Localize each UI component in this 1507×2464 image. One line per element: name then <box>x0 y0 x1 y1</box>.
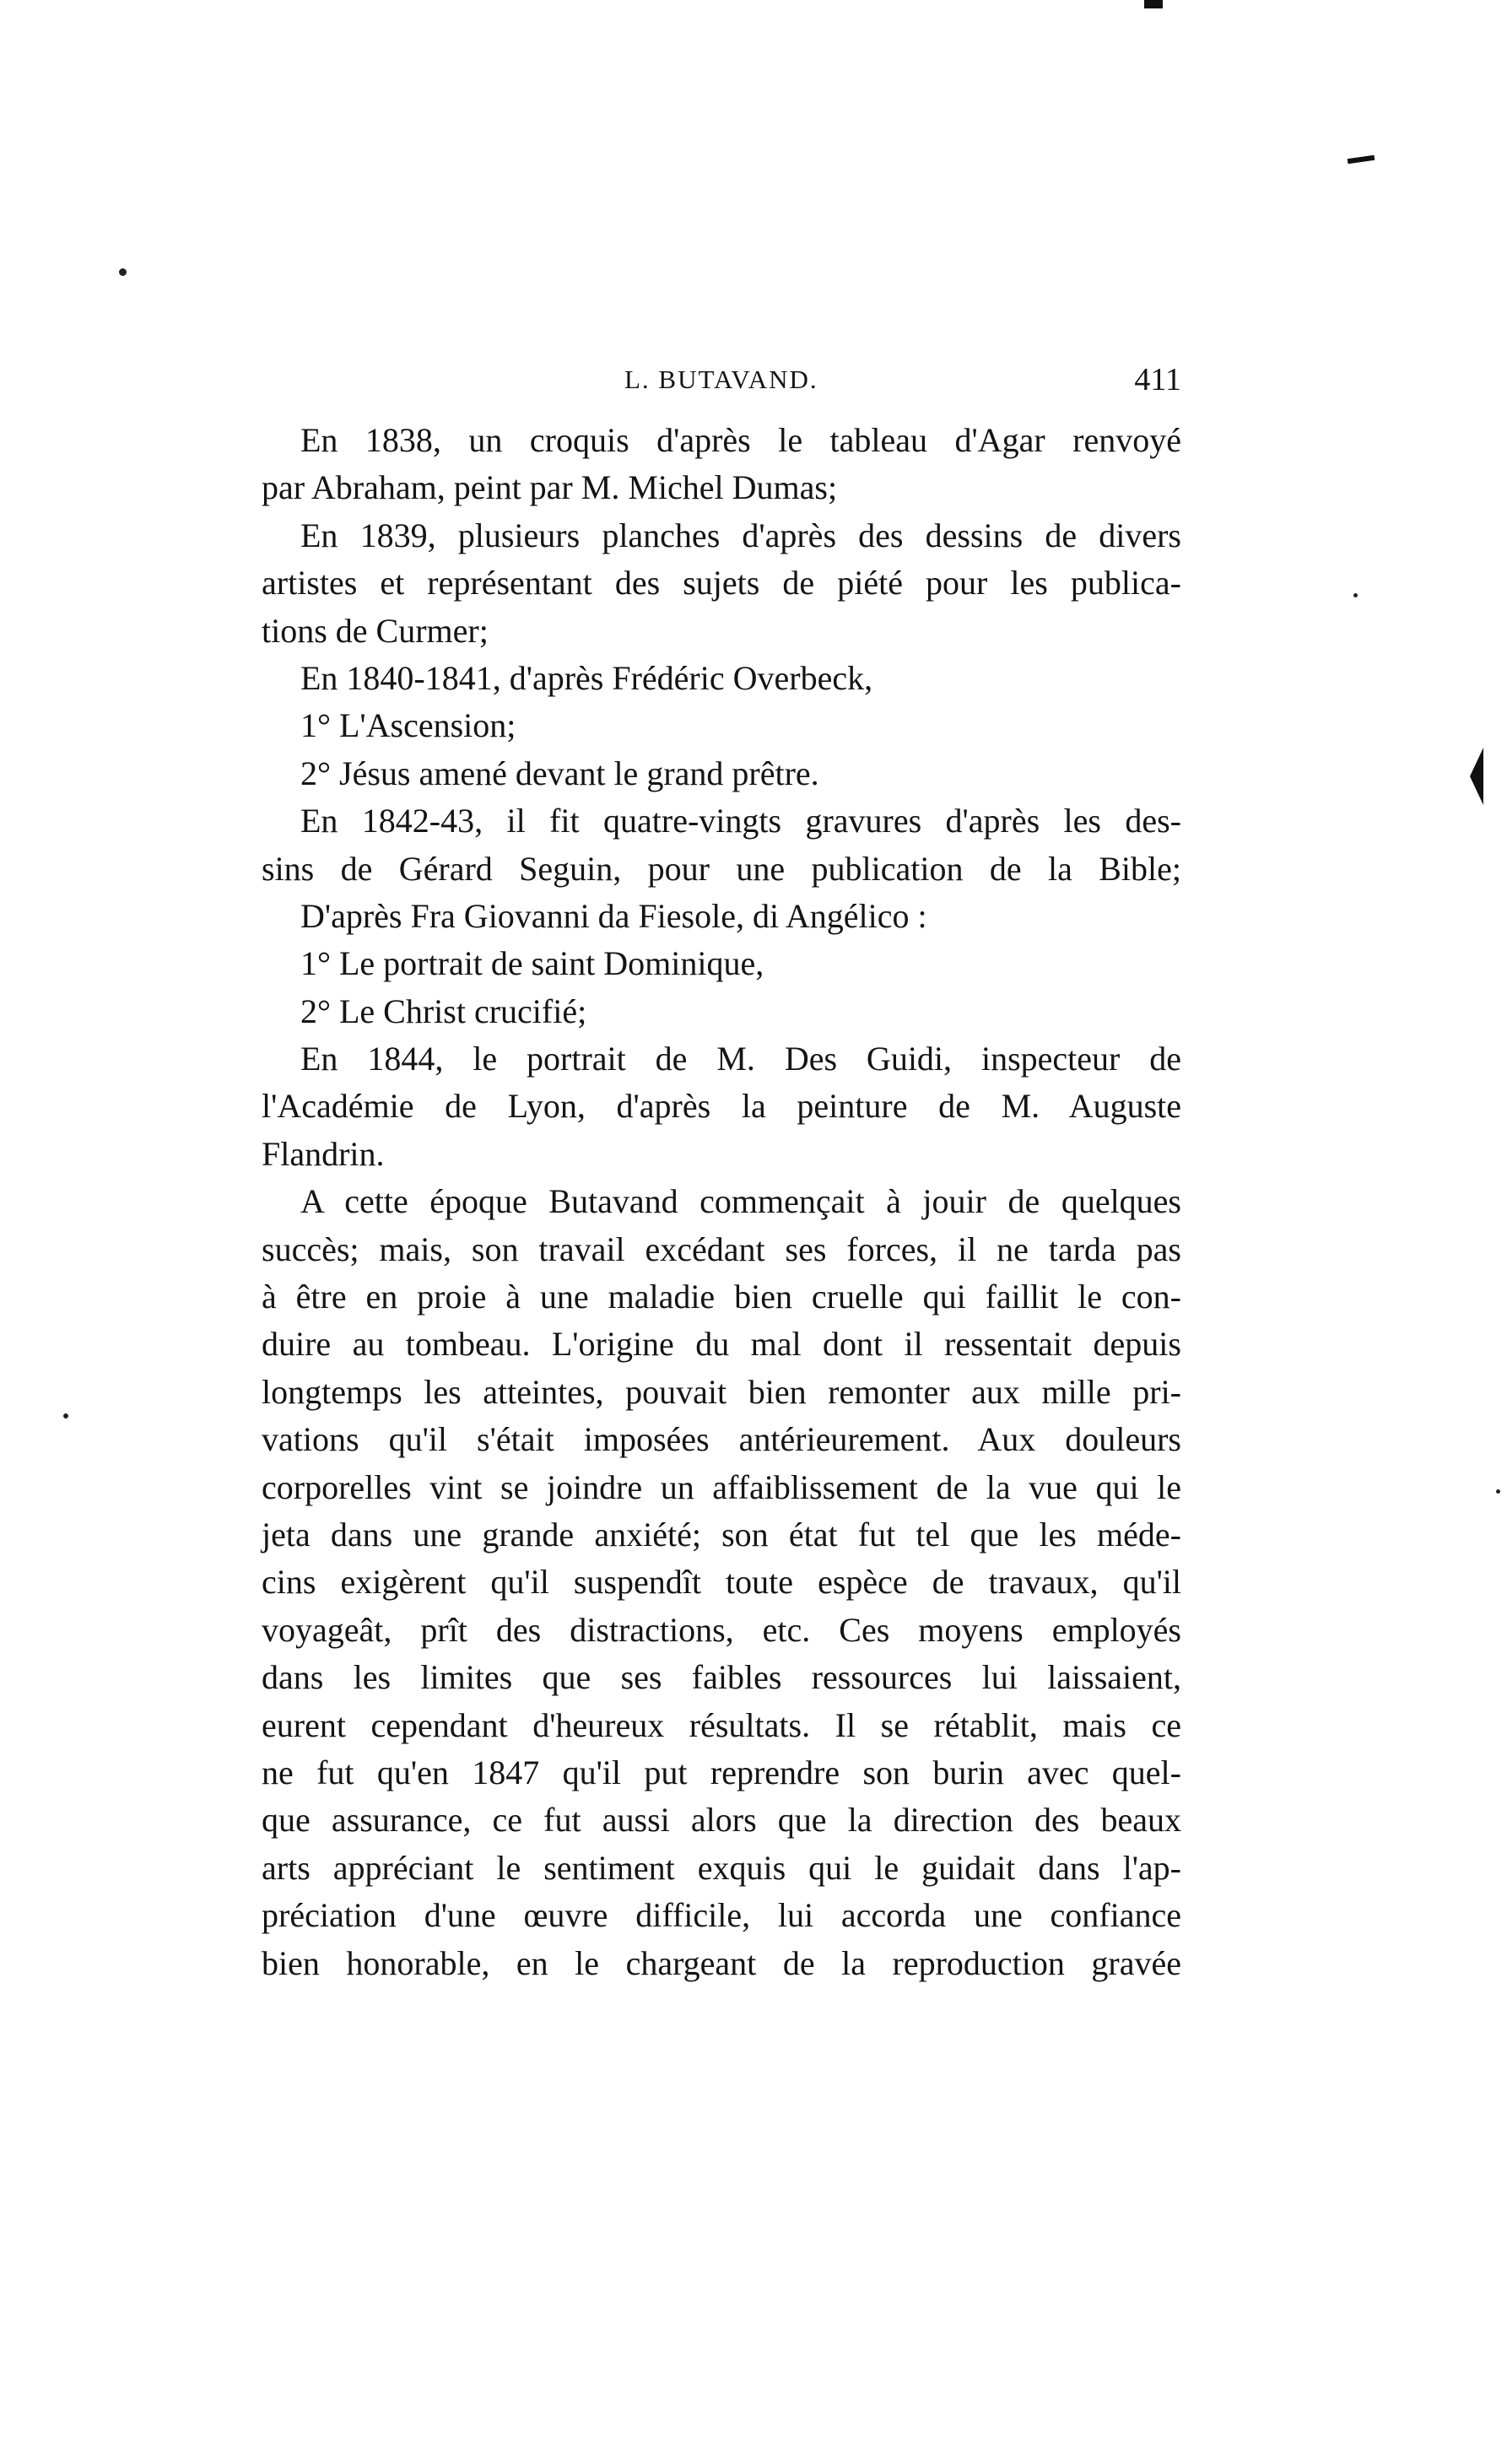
text-line: voyageât, prît des distractions, etc. Ces moyens employés <box>262 1610 1181 1649</box>
text-line: En 1838, un croquis d'après le tableau d'Agar renvoyé <box>300 421 1181 459</box>
text-line: arts appréciant le sentiment exquis qui le guidait dans l'ap- <box>262 1848 1181 1887</box>
text-line: succès; mais, son travail excédant ses forces, il ne tarda pas <box>262 1229 1181 1268</box>
text-line: cins exigèrent qu'il suspendît toute espèce de travaux, qu'il <box>262 1563 1181 1602</box>
text-line: par Abraham, peint par M. Michel Dumas; <box>262 468 838 507</box>
text-line: ne fut qu'en 1847 qu'il put reprendre son burin avec quel- <box>262 1753 1181 1791</box>
scan-speck <box>63 1413 68 1418</box>
text-line: artistes et représentant des sujets de piété pour les publica- <box>262 564 1181 602</box>
scan-speck <box>119 268 127 276</box>
text-line: préciation d'une œuvre difficile, lui accorda une confiance <box>262 1896 1181 1935</box>
text-line: sins de Gérard Seguin, pour une publication de la Bible; <box>262 849 1181 888</box>
text-line: En 1839, plusieurs planches d'après des dessins de divers <box>300 516 1181 554</box>
text-line: longtemps les atteintes, pouvait bien remonter aux mille pri- <box>262 1372 1181 1411</box>
text-line: que assurance, ce fut aussi alors que la direction des beaux <box>262 1801 1181 1840</box>
text-line: 1° L'Ascension; <box>300 706 516 745</box>
text-line: à être en proie à une maladie bien cruelle qui faillit le con- <box>262 1278 1181 1316</box>
text-line: eurent cependant d'heureux résultats. Il se rétablit, mais ce <box>262 1705 1181 1744</box>
page-header <box>262 362 1181 407</box>
text-line: 1° Le portrait de saint Dominique, <box>300 944 764 983</box>
text-line: l'Académie de Lyon, d'après la peinture de M. Auguste <box>262 1087 1181 1126</box>
page-number: 411 <box>1134 362 1181 397</box>
scan-speck <box>1496 1489 1500 1494</box>
text-line: En 1840-1841, d'après Frédéric Overbeck, <box>300 658 873 697</box>
text-line: vations qu'il s'était imposées antérieurement. Aux douleurs <box>262 1420 1181 1459</box>
text-line: tions de Curmer; <box>262 611 489 650</box>
scan-edge-mark <box>1348 155 1375 164</box>
text-line: 2° Jésus amené devant le grand prêtre. <box>300 754 819 792</box>
running-head: L. BUTAVAND. <box>624 365 818 394</box>
scan-speck <box>1353 593 1358 597</box>
scan-edge-mark <box>1470 748 1483 805</box>
scan-edge-mark <box>1144 0 1163 8</box>
text-line: bien honorable, en le chargeant de la reproduction gravée <box>262 1943 1181 1982</box>
body-text <box>262 417 1181 1987</box>
text-line: Flandrin. <box>262 1134 385 1173</box>
text-line: En 1844, le portrait de M. Des Guidi, inspecteur de <box>300 1040 1181 1078</box>
text-line: jeta dans une grande anxiété; son état fut tel que les méde- <box>262 1515 1181 1554</box>
text-line: A cette époque Butavand commençait à jouir de quelques <box>300 1182 1181 1221</box>
text-line: corporelles vint se joindre un affaiblissement de la vue qui le <box>262 1467 1181 1506</box>
text-line: duire au tombeau. L'origine du mal dont il ressentait depuis <box>262 1325 1181 1364</box>
text-line: dans les limites que ses faibles ressources lui laissaient, <box>262 1658 1181 1697</box>
text-line: 2° Le Christ crucifié; <box>300 992 587 1030</box>
text-line: En 1842-43, il fit quatre-vingts gravures d'après les des- <box>300 802 1181 840</box>
text-line: D'après Fra Giovanni da Fiesole, di Angélico : <box>300 896 927 935</box>
